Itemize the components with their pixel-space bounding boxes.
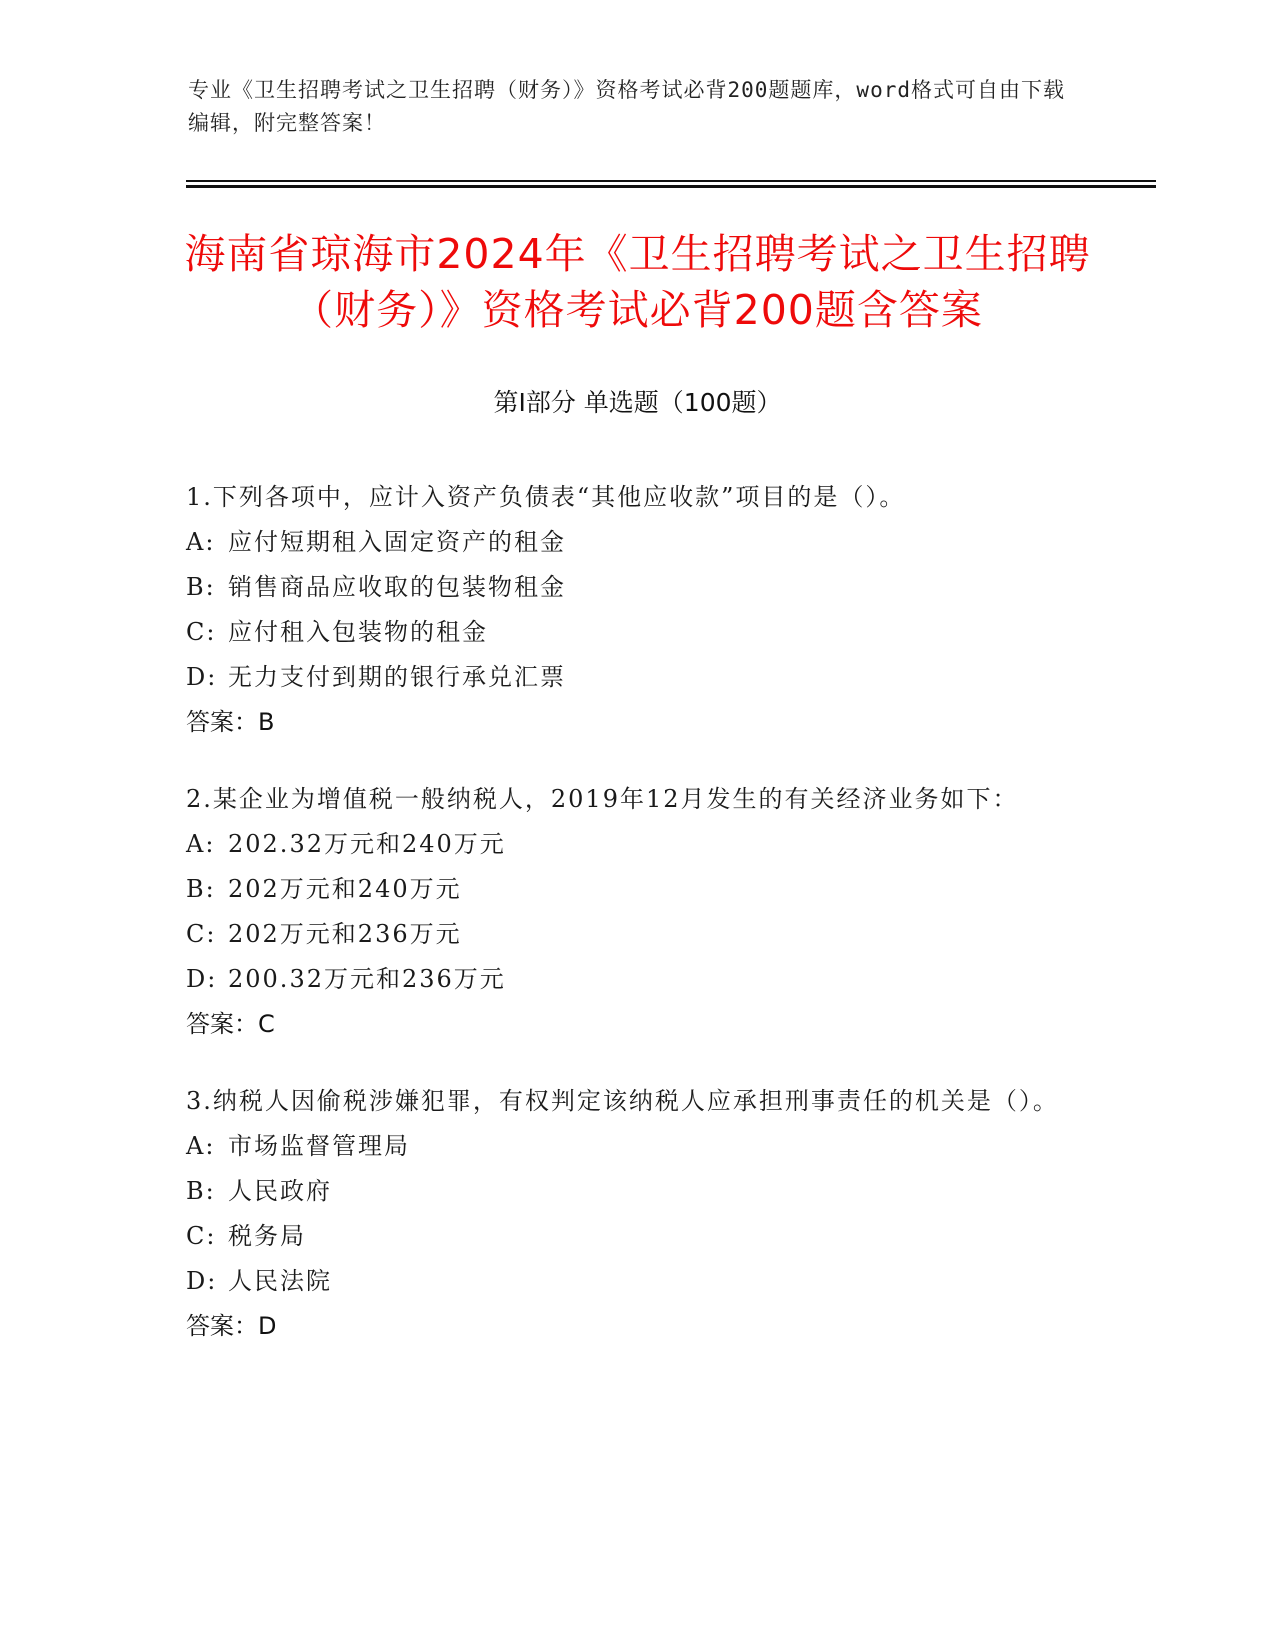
document-title: 海南省琼海市2024年《卫生招聘考试之卫生招聘（财务）》资格考试必背200题含答案 — [184, 230, 1091, 334]
option-letter: D: — [186, 1267, 218, 1295]
option-a — [186, 520, 1086, 565]
option-text: 200.32万元和236万元 — [228, 965, 506, 993]
question-1 — [186, 475, 1086, 745]
option-c — [186, 1214, 1086, 1259]
question-stem: 1.下列各项中，应计入资产负债表“其他应收款”项目的是（）。 — [186, 483, 906, 511]
option-letter: D: — [186, 663, 218, 691]
question-stem: 2.某企业为增值税一般纳税人，2019年12月发生的有关经济业务如下： — [186, 785, 1019, 813]
option-text: 应付短期租入固定资产的租金 — [228, 528, 566, 556]
question-list — [186, 475, 1086, 1381]
header-divider-thick — [186, 185, 1156, 188]
option-a — [186, 1124, 1086, 1169]
option-c — [186, 610, 1086, 655]
answer: 答案：C — [186, 1010, 275, 1038]
question-stem: 3.纳税人因偷税涉嫌犯罪，有权判定该纳税人应承担刑事责任的机关是（）。 — [186, 1087, 1059, 1115]
option-letter: B: — [186, 573, 216, 601]
option-c — [186, 912, 1086, 957]
option-text: 202万元和236万元 — [228, 920, 462, 948]
option-text: 销售商品应收取的包装物租金 — [228, 573, 566, 601]
option-letter: D: — [186, 965, 218, 993]
option-d — [186, 655, 1086, 700]
option-text: 人民法院 — [228, 1267, 332, 1295]
option-text: 202万元和240万元 — [228, 875, 462, 903]
option-text: 应付租入包装物的租金 — [228, 618, 488, 646]
option-letter: A: — [186, 528, 216, 556]
option-letter: B: — [186, 1177, 216, 1205]
answer: 答案：D — [186, 1312, 277, 1340]
option-letter: B: — [186, 875, 216, 903]
option-letter: C: — [186, 618, 217, 646]
option-b — [186, 867, 1086, 912]
option-letter: A: — [186, 830, 216, 858]
option-d — [186, 1259, 1086, 1304]
header-divider-thin — [186, 180, 1156, 182]
option-b — [186, 565, 1086, 610]
option-text: 税务局 — [228, 1222, 306, 1250]
question-3 — [186, 1079, 1086, 1349]
option-letter: C: — [186, 1222, 217, 1250]
option-text: 人民政府 — [228, 1177, 332, 1205]
section-title: 第I部分 单选题（100题） — [493, 388, 782, 417]
option-letter: A: — [186, 1132, 216, 1160]
option-text: 无力支付到期的银行承兑汇票 — [228, 663, 566, 691]
option-text: 202.32万元和240万元 — [228, 830, 506, 858]
option-b — [186, 1169, 1086, 1214]
option-text: 市场监督管理局 — [228, 1132, 410, 1160]
option-letter: C: — [186, 920, 217, 948]
question-2 — [186, 777, 1086, 1047]
answer: 答案：B — [186, 708, 275, 736]
header-note: 专业《卫生招聘考试之卫生招聘（财务）》资格考试必背200题题库，word格式可自由下载编辑，附完整答案！ — [188, 78, 1065, 135]
option-a — [186, 822, 1086, 867]
option-d — [186, 957, 1086, 1002]
